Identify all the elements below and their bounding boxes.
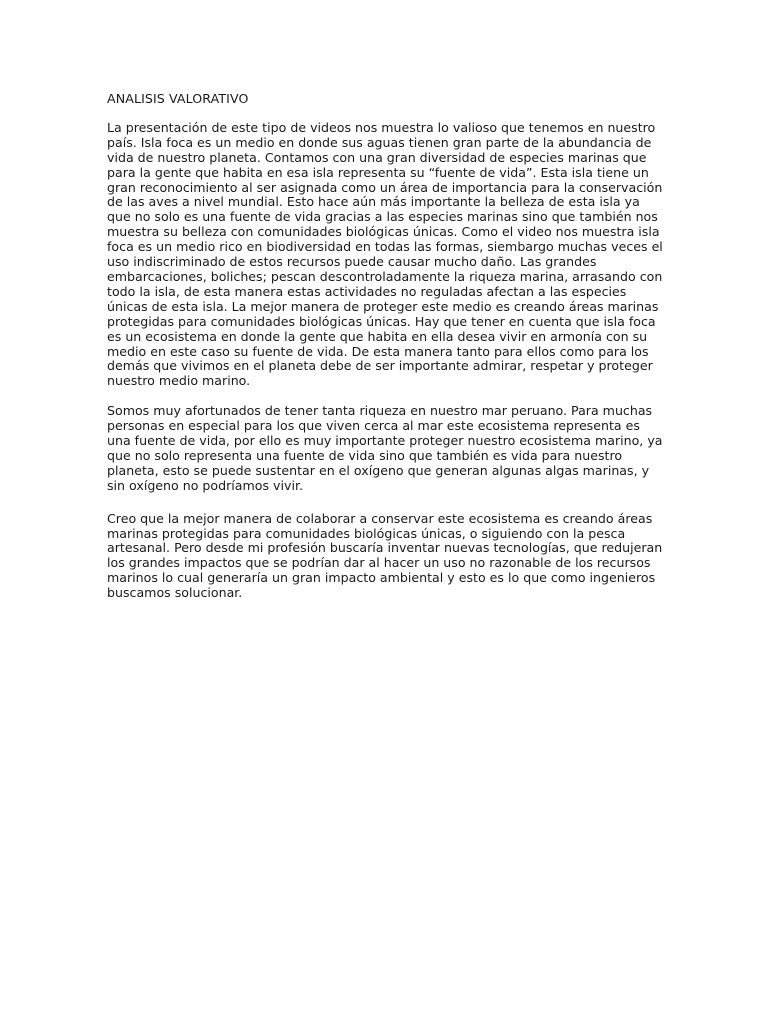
paragraph-conclusion: Creo que la mejor manera de colaborar a conservar este ecosistema es creando áreas marinas protegidas para comunidades biológicas únicas, o siguiendo con la pesca artesanal. Pero desde mi profesión buscaría inventar nuevas tecnologías, que redujeran los grandes impactos que se podrían dar al hacer un uso no razonable de los recursos marinos lo cual generaría un gran impacto ambiental y esto es lo que como ingenieros buscamos solucionar. — [107, 510, 663, 601]
paragraph-intro: La presentación de este tipo de videos nos muestra lo valioso que tenemos en nuestro país. Isla foca es un medio en donde sus aguas tienen gran parte de la abundancia de vida de nuestro planeta. Contamos con una gran diversidad de especies marinas que para la gente que habita en esa isla representa su “fuente de vida”. Esta isla tiene un gran reconocimiento al ser asignada como un área de importancia para la conservación de las aves a nivel mundial. Esto hace aún más importante la belleza de esta isla ya que no solo es una fuente de vida gracias a las especies marinas sino que también nos muestra su belleza con comunidades biológicas únicas. Como el video nos muestra isla foca es un medio rico en biodiversidad en todas las formas, siembargo muchas veces el uso indiscriminado de estos recursos puede causar mucho daño. Las grandes embarcaciones, boliches; pescan descontroladamente la riqueza marina, arrasando con todo la isla, de esta manera estas actividades no reguladas afectan a las especies únicas de esta isla. La mejor manera de proteger este medio es creando áreas marinas protegidas para comunidades biológicas únicas. Hay que tener en cuenta que isla foca es un ecosistema en donde la gente que habita en ella desea vivir en armonía con su medio en este caso su fuente de vida. De esta manera tanto para ellos como para los demás que vivimos en el planeta debe de ser importante admirar, respetar y proteger nuestro medio marino. — [107, 119, 663, 389]
paragraph-fortune: Somos muy afortunados de tener tanta riqueza en nuestro mar peruano. Para muchas personas en especial para los que viven cerca al mar este ecosistema representa es una fuente de vida, por ello es muy importante proteger nuestro ecosistema marino, ya que no solo representa una fuente de vida sino que también es vida para nuestro planeta, esto se puede sustentar en el oxígeno que generan algunas algas marinas, y sin oxígeno no podríamos vivir. — [107, 403, 663, 493]
document-title: ANALISIS VALORATIVO — [107, 91, 249, 106]
document-body — [107, 92, 663, 616]
